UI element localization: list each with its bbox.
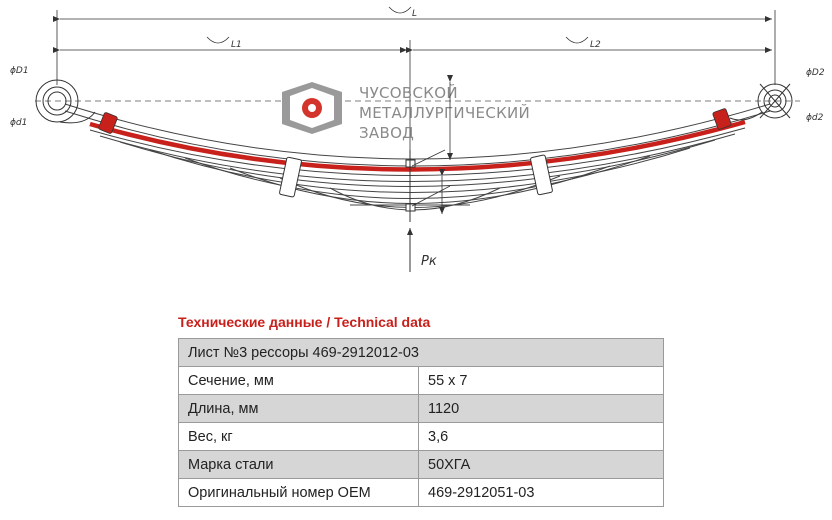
spec-key: Вес, кг [179,423,419,451]
label-L1: L1 [231,40,242,50]
rear-eye [730,84,792,120]
spec-key: Оригинальный номер OEM [179,479,419,507]
front-eye [36,80,95,123]
spec-header-cell: Лист №3 рессоры 469-2912012-03 [179,339,664,367]
label-D1: ϕD1 [10,66,29,76]
spec-value: 55 х 7 [419,367,664,395]
table-row [179,395,664,423]
brand-logo [282,82,530,142]
table-row [179,367,664,395]
brand-line-1: ЧУСОВСКОЙ [359,84,458,102]
highlighted-leaf [90,122,745,170]
table-row [179,479,664,507]
spec-key: Марка стали [179,451,419,479]
logo-mark [282,82,342,134]
spec-value: 50ХГА [419,451,664,479]
label-d1: ϕd1 [10,118,28,128]
label-Pk: Pк [421,254,437,269]
label-d2: ϕd2 [806,113,824,123]
label-L: L [412,9,418,19]
label-D2: ϕD2 [806,68,825,78]
brand-line-3: ЗАВОД [359,124,415,142]
table-row [179,451,664,479]
label-L2: L2 [590,40,601,50]
spec-table [178,338,664,507]
spec-value: 469-2912051-03 [419,479,664,507]
spec-key: Сечение, мм [179,367,419,395]
spec-value: 1120 [419,395,664,423]
spec-key: Длина, мм [179,395,419,423]
brand-line-2: МЕТАЛЛУРГИЧЕСКИЙ [359,104,531,122]
table-row [179,423,664,451]
table-row-header [179,339,664,367]
spec-title: Технические данные / Technical data [178,314,431,330]
spec-value: 3,6 [419,423,664,451]
